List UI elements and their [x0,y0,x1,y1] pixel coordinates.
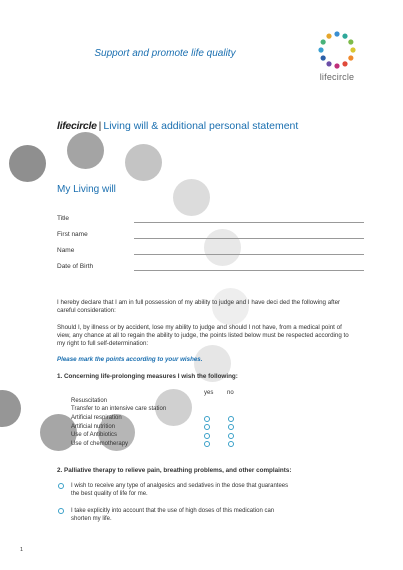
logo-dot [334,63,339,68]
title-separator: | [98,120,102,132]
title-field[interactable] [134,222,364,223]
logo-dot [348,39,353,44]
antibiotics-no-radio[interactable] [228,433,234,439]
decor-circle [0,390,21,427]
logo-dot [350,47,355,52]
respiration-no-radio[interactable] [228,416,234,422]
item-antibiotics: Use of Antibiotics [71,432,118,438]
logo-dot [348,55,353,60]
item-resuscitation: Resuscitation [71,398,108,404]
nutrition-yes-radio[interactable] [204,424,210,430]
declaration-paragraph: I hereby declare that I am in full possession of my ability to judge and I have deci ded the following after careful consideration: [57,299,341,315]
antibiotics-yes-radio[interactable] [204,433,210,439]
column-header-no: no [227,390,234,396]
analgesics-option-text: I wish to receive any type of analgesics and sedatives in the dose that guarantees the best quality of life for me. [71,483,289,498]
title-brand: lifecircle [57,120,97,132]
field-label-title: Title [57,215,70,222]
decor-circle [204,229,241,266]
decor-circle [125,144,162,181]
section2-heading: 2. Palliative therapy to relieve pain, breathing problems, and other complaints: [57,467,292,474]
item-intensive-care: Transfer to an intensive care station [71,406,167,412]
section-title: My Living will [57,184,116,195]
chemotherapy-yes-radio[interactable] [204,441,210,447]
high-dose-option-text: I take explicitly into account that the use of high doses of this medication can shorten my life. [71,508,275,523]
decor-circle [173,179,210,216]
first-name-field[interactable] [134,238,364,239]
document-title [57,120,298,132]
logo-dot [342,61,347,66]
field-label-name: Name [57,247,75,254]
item-artificial-nutrition: Artificial nutrition [71,424,116,430]
logo-dot [334,31,339,36]
logo-dot [326,61,331,66]
logo-dot [321,39,326,44]
logo-dot [326,34,331,39]
page-number: 1 [20,547,24,553]
field-label-first-name: First name [57,231,88,238]
chemotherapy-no-radio[interactable] [228,441,234,447]
logo-dot [342,34,347,39]
tagline: Support and promote life quality [94,48,236,59]
decor-circle [9,145,46,182]
logo-dot [321,55,326,60]
logo-dot [318,47,323,52]
field-label-date-of-birth: Date of Birth [57,263,94,270]
name-field[interactable] [134,254,364,255]
column-header-yes: yes [204,390,214,396]
item-artificial-respiration: Artificial respiration [71,415,122,421]
respiration-yes-radio[interactable] [204,416,210,422]
item-chemotherapy: Use of chemotherapy [71,441,129,447]
condition-paragraph: Should I, by illness or by accident, lose my ability to judge and should I not have, from a medical point of view, any chance at all to regain the ability to judge, the points listed below must be respected according to my right to full self-determination: [57,324,349,348]
title-rest: Living will & additional personal statement [103,120,299,132]
date-of-birth-field[interactable] [134,270,364,271]
instruction-note: Please mark the points according to your wishes. [57,356,203,363]
section1-heading: 1. Concerning life-prolonging measures I wish the following: [57,373,238,380]
logo-text: lifecircle [319,72,355,82]
nutrition-no-radio[interactable] [228,424,234,430]
high-dose-option-radio[interactable] [58,508,64,514]
decor-circle [67,132,104,169]
analgesics-option-radio[interactable] [58,483,64,489]
